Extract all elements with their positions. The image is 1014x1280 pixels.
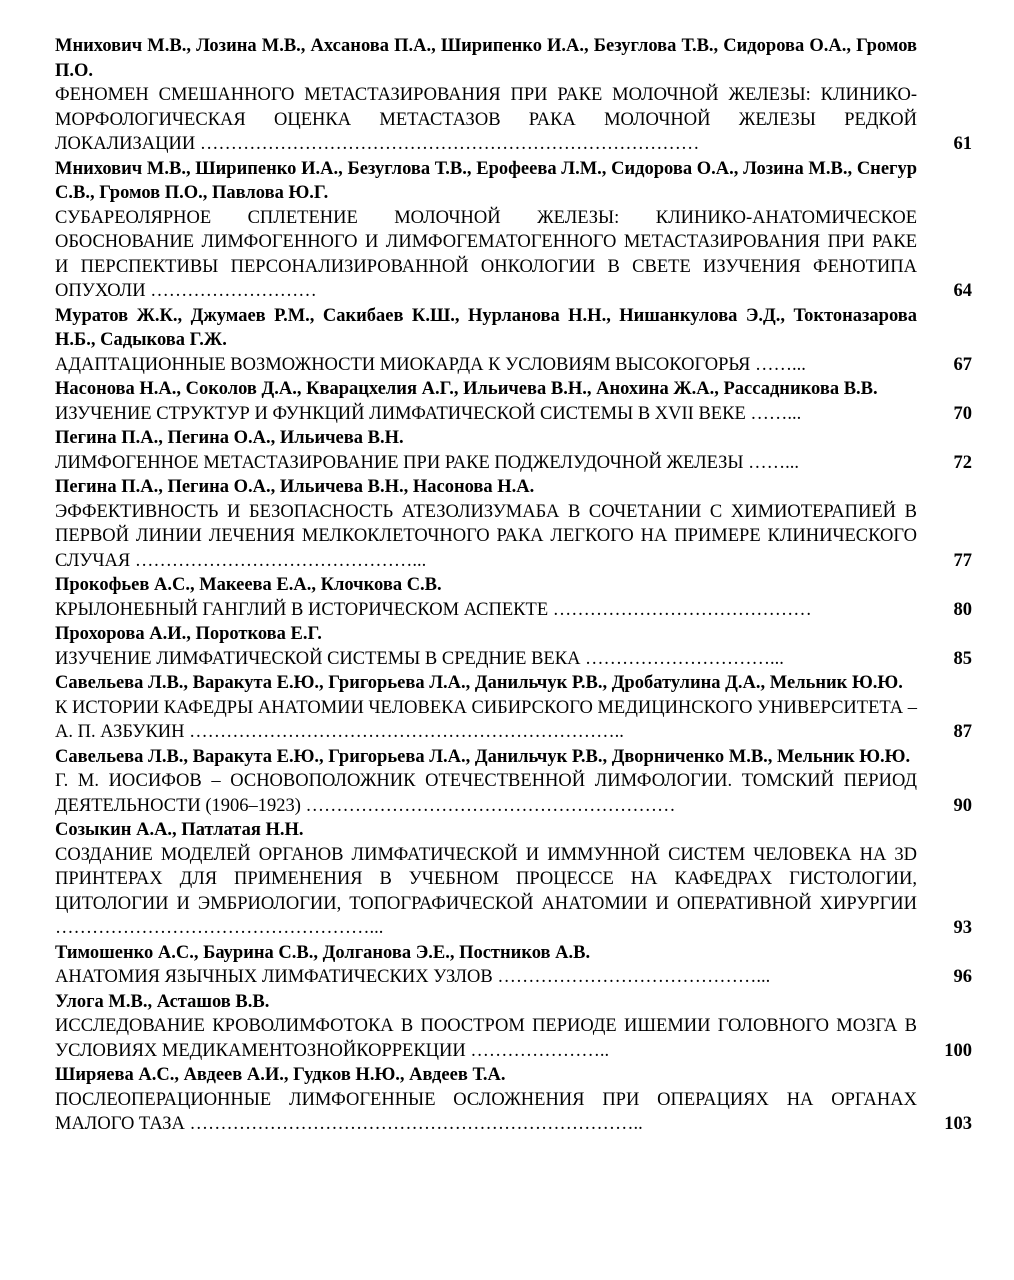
entry-title: ЭФФЕКТИВНОСТЬ И БЕЗОПАСНОСТЬ АТЕЗОЛИЗУМАБА В СОЧЕТАНИИ С ХИМИОТЕРАПИЕЙ В ПЕРВОЙ ЛИНИИ ЛЕЧЕНИЯ МЕЛКОКЛЕТОЧНОГО РАКА ЛЕГКОГО НА ПРИМЕРЕ КЛИНИЧЕСКОГО СЛУЧАЯ ………………………………………...: [55, 501, 917, 571]
entry-page-number: 87: [953, 722, 972, 742]
entry-page-number: 61: [953, 134, 972, 154]
entry-authors: Созыкин А.А., Патлатая Н.Н.: [55, 820, 304, 840]
entry-title: ИЗУЧЕНИЕ СТРУКТУР И ФУНКЦИЙ ЛИМФАТИЧЕСКОЙ СИСТЕМЫ В XVII ВЕКЕ ……...: [55, 403, 802, 424]
entry-title: СУБАРЕОЛЯРНОЕ СПЛЕТЕНИЕ МОЛОЧНОЙ ЖЕЛЕЗЫ: КЛИНИКО-АНАТОМИЧЕСКОЕ ОБОСНОВАНИЕ ЛИМФОГЕННОГО И ЛИМФОГЕМАТОГЕННОГО МЕТАСТАЗИРОВАНИЯ ПРИ РАКЕ И ПЕРСПЕКТИВЫ ПЕРСОНАЛИЗИРОВАННОЙ ОНКОЛОГИИ В СВЕТЕ ИЗУЧЕНИЯ ФЕНОТИПА ОПУХОЛИ ………………………: [55, 207, 917, 301]
entry-title: КРЫЛОНЕБНЫЙ ГАНГЛИЙ В ИСТОРИЧЕСКОМ АСПЕКТЕ ……………………………………: [55, 599, 812, 620]
entry-authors: Мнихович М.В., Ширипенко И.А., Безуглова Т.В., Ерофеева Л.М., Сидорова О.А., Лозина М.В., Снегур С.В., Громов П.О., Павлова Ю.Г.: [55, 158, 917, 203]
entry-page-number: 93: [953, 918, 972, 938]
entry-title: ЛИМФОГЕННОЕ МЕТАСТАЗИРОВАНИЕ ПРИ РАКЕ ПОДЖЕЛУДОЧНОЙ ЖЕЛЕЗЫ ……...: [55, 452, 800, 473]
toc-entry: [55, 426, 975, 475]
toc-entry: [55, 573, 975, 622]
entry-title-row: [55, 965, 975, 990]
entry-title-row: [55, 83, 975, 157]
toc-entry: [55, 475, 975, 573]
entry-authors: Савельева Л.В., Варакута Е.Ю., Григорьева Л.А., Данильчук Р.В., Дворниченко М.В., Мельник Ю.Ю.: [55, 746, 911, 767]
entry-page-number: 80: [953, 599, 972, 620]
entry-title-row: [55, 451, 975, 476]
toc-entry: [55, 377, 975, 426]
toc-entry: [55, 745, 975, 819]
entry-title-row: [55, 1088, 975, 1137]
entry-title: ИССЛЕДОВАНИЕ КРОВОЛИМФОТОКА В ПООСТРОМ ПЕРИОДЕ ИШЕМИИ ГОЛОВНОГО МОЗГА В УСЛОВИЯХ МЕДИКАМЕНТОЗНОЙКОРРЕКЦИИ …………………..: [55, 1016, 917, 1061]
toc-entry: [55, 671, 975, 745]
entry-page-number: 77: [953, 550, 972, 571]
entry-authors: Прокофьев А.С., Макеева Е.А., Клочкова С.В.: [55, 575, 442, 595]
toc-entry: [55, 622, 975, 671]
toc-entry: [55, 1063, 975, 1137]
entry-authors: Савельева Л.В., Варакута Е.Ю., Григорьева Л.А., Данильчук Р.В., Дробатулина Д.А., Мельник Ю.Ю.: [55, 673, 903, 693]
entry-page-number: 72: [953, 452, 972, 473]
entry-title-row: [55, 206, 975, 304]
entry-page-number: 67: [953, 354, 972, 375]
entry-title-row: [55, 843, 975, 941]
entry-page-number: 96: [953, 967, 972, 987]
entry-title-row: [55, 500, 975, 574]
entry-authors: Пегина П.А., Пегина О.А., Ильичева В.Н.: [55, 428, 404, 448]
toc-entry: [55, 818, 975, 941]
entry-page-number: 90: [953, 795, 972, 816]
entry-page-number: 64: [953, 281, 972, 301]
toc-entry: [55, 941, 975, 990]
entry-title: ФЕНОМЕН СМЕШАННОГО МЕТАСТАЗИРОВАНИЯ ПРИ РАКЕ МОЛОЧНОЙ ЖЕЛЕЗЫ: КЛИНИКО-МОРФОЛОГИЧЕСКАЯ ОЦЕНКА МЕТАСТАЗОВ РАКА МОЛОЧНОЙ ЖЕЛЕЗЫ РЕДКОЙ ЛОКАЛИЗАЦИИ ………………………………………………………………………: [55, 85, 917, 154]
entry-title-row: [55, 353, 975, 378]
entry-title-row: [55, 647, 975, 672]
entry-authors: Муратов Ж.К., Джумаев Р.М., Сакибаев К.Ш., Нурланова Н.Н., Нишанкулова Э.Д., Toктоназарова Н.Б., Садыкова Г.Ж.: [55, 305, 917, 350]
entry-title: АНАТОМИЯ ЯЗЫЧНЫХ ЛИМФАТИЧЕСКИХ УЗЛОВ ……………………………………...: [55, 967, 771, 987]
entry-title: СОЗДАНИЕ МОДЕЛЕЙ ОРГАНОВ ЛИМФАТИЧЕСКОЙ И ИММУННОЙ СИСТЕМ ЧЕЛОВЕКА НА 3D ПРИНТЕРАХ ДЛЯ ПРИМЕНЕНИЯ В УЧЕБНОМ ПРОЦЕССЕ НА КАФЕДРАХ ГИСТОЛОГИИ, ЦИТОЛОГИИ И ЭМБРИОЛОГИИ, ТОПОГРАФИЧЕСКОЙ АНАТОМИИ И ОПЕРАТИВНОЙ ХИРУРГИИ ……………………………………………...: [55, 844, 917, 938]
entry-authors: Пегина П.А., Пегина О.А., Ильичева В.Н., Насонова Н.А.: [55, 477, 535, 497]
entry-authors: Насонова Н.А., Соколов Д.А., Кварацхелия А.Г., Ильичева В.Н., Анохина Ж.А., Рассадникова В.В.: [55, 379, 878, 399]
entry-title: АДАПТАЦИОННЫЕ ВОЗМОЖНОСТИ МИОКАРДА К УСЛОВИЯМ ВЫСОКОГОРЬЯ ……...: [55, 354, 806, 375]
entry-title-row: [55, 769, 975, 818]
entry-authors: Мнихович М.В., Лозина М.В., Ахсанова П.А., Ширипенко И.А., Безуглова Т.В., Сидорова О.А., Громов П.О.: [55, 36, 917, 81]
entry-title: ПОСЛЕОПЕРАЦИОННЫЕ ЛИМФОГЕННЫЕ ОСЛОЖНЕНИЯ ПРИ ОПЕРАЦИЯХ НА ОРГАНАХ МАЛОГО ТАЗА ………………………………………………………………..: [55, 1089, 917, 1134]
entry-page-number: 85: [953, 648, 972, 669]
entry-authors: Улога М.В., Асташов В.В.: [55, 991, 270, 1012]
entry-authors: Ширяева А.С., Авдеев А.И., Гудков Н.Ю., Авдеев Т.А.: [55, 1065, 506, 1085]
entry-page-number: 103: [944, 1114, 972, 1134]
toc-entry: [55, 304, 975, 378]
toc-entry: [55, 990, 975, 1064]
entry-title: ИЗУЧЕНИЕ ЛИМФАТИЧЕСКОЙ СИСТЕМЫ В СРЕДНИЕ ВЕКА …………………………...: [55, 648, 784, 669]
toc-entry: [55, 157, 975, 304]
entry-title-row: [55, 598, 975, 623]
toc-entry: [55, 34, 975, 157]
table-of-contents: [55, 34, 975, 1137]
entry-page-number: 70: [953, 403, 972, 424]
entry-title-row: [55, 696, 975, 745]
entry-title: К ИСТОРИИ КАФЕДРЫ АНАТОМИИ ЧЕЛОВЕКА СИБИРСКОГО МЕДИЦИНСКОГО УНИВЕРСИТЕТА – А. П. АЗБУКИН ……………………………………………………………..: [55, 697, 917, 742]
entry-title: Г. М. ИОСИФОВ – ОСНОВОПОЛОЖНИК ОТЕЧЕСТВЕННОЙ ЛИМФОЛОГИИ. ТОМСКИЙ ПЕРИОД ДЕЯТЕЛЬНОСТИ (1906–1923) ……………………………………………………: [55, 771, 917, 816]
entry-authors: Тимошенко А.С., Баурина С.В., Долганова Э.Е., Постников А.В.: [55, 942, 591, 963]
entry-title-row: [55, 1014, 975, 1063]
entry-page-number: 100: [944, 1040, 972, 1061]
entry-title-row: [55, 402, 975, 427]
entry-authors: Прохорова А.И., Пороткова Е.Г.: [55, 624, 322, 644]
